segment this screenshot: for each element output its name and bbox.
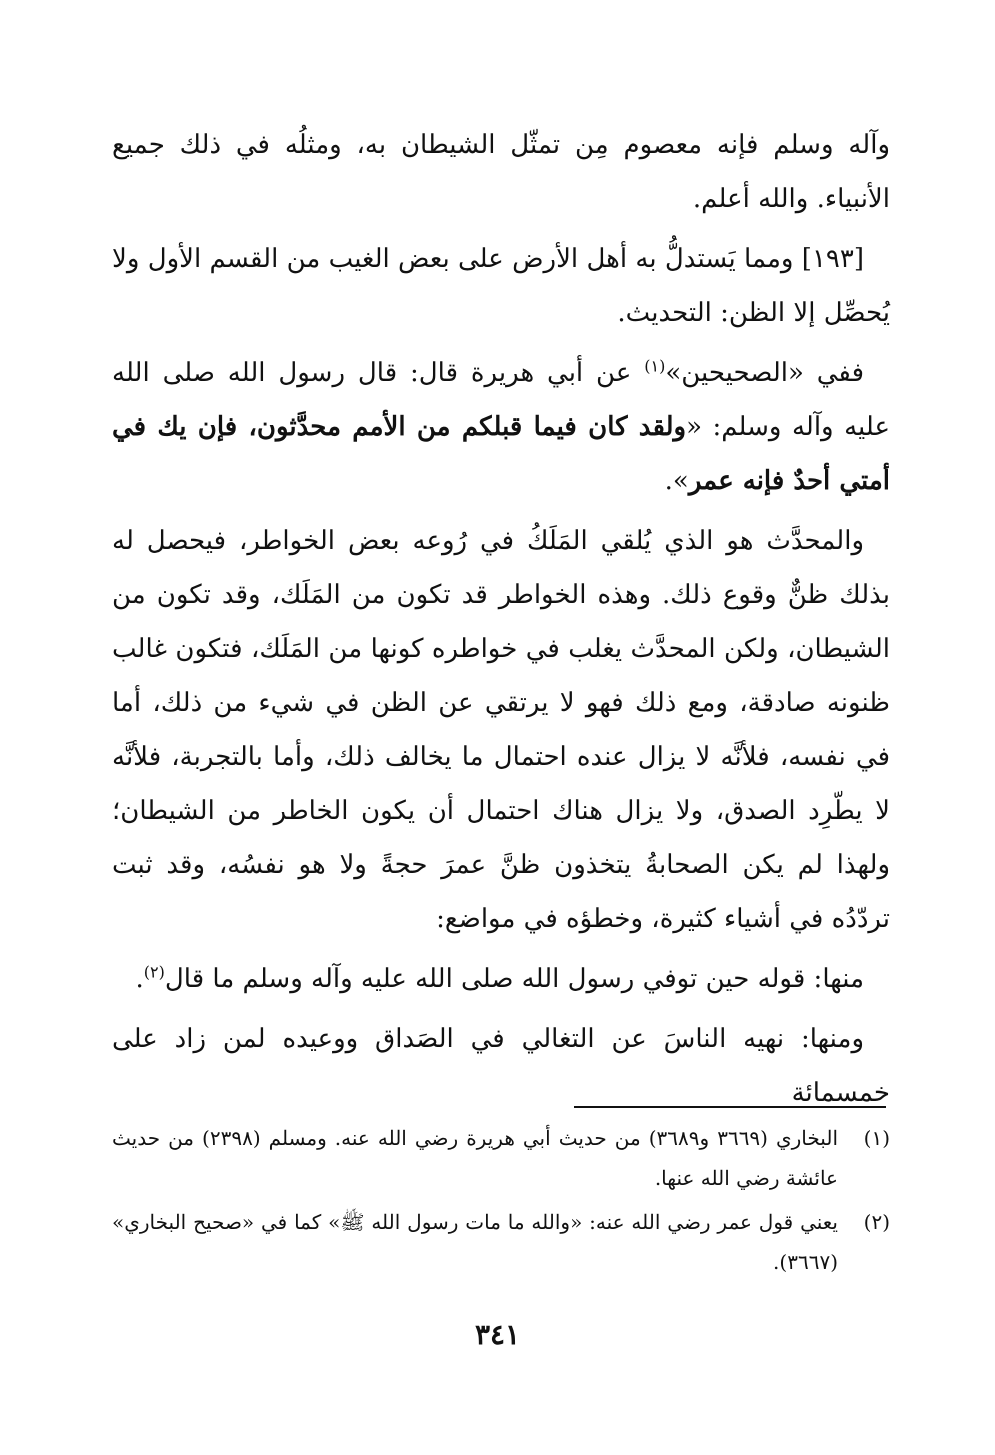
paragraph-1: وآله وسلم فإنه معصوم مِن تمثّل الشيطان به، ومثلُه في ذلك جميع الأنبياء. والله أعلم. (112, 130, 890, 214)
paragraph-5-text: منها: قوله حين توفي رسول الله صلى الله عليه وآله وسلم ما قال (164, 964, 864, 994)
paragraph-4: والمحدَّث هو الذي يُلقي المَلَكُ في رُوعه بعض الخواطر، فيحصل له بذلك ظنٌّ وقوع ذلك. وهذه الخواطر قد تكون من المَلَك، وقد تكون من الشيطان، ولكن المحدَّث يغلب في خواطره كونها من المَلَك، فتكون غالب ظنونه صادقة، ومع ذلك فهو لا يرتقي عن الظن في شيء من ذلك، أما في نفسه، فلأنَّه لا يزال عنده احتمال ما يخالف ذلك، وأما بالتجربة، فلأنَّه لا يطّرِد الصدق، ولا يزال هناك احتمال أن يكون الخاطر من الشيطان؛ ولهذا لم يكن الصحابةُ يتخذون ظنَّ عمرَ حجةً ولا هو نفسُه، وقد ثبت تردّدُه في أشياء كثيرة، وخطؤه في مواضع: (112, 526, 890, 934)
paragraph-3-pre: ففي «الصحيحين» (665, 358, 864, 388)
hadith-quote: ولقد كان فيما قبلكم من الأمم محدَّثون، فإن يك في أمتي أحدٌ فإنه عمر (112, 412, 890, 496)
footnotes (112, 1118, 890, 1286)
paragraph-5-end: . (135, 964, 144, 994)
footnote-text: يعني قول عمر رضي الله عنه: «والله ما مات رسول الله ﷺ» كما في «صحيح البخاري» (٣٦٦٧). (112, 1210, 838, 1274)
footnote-number: (١) (863, 1126, 890, 1150)
paragraph-3-post: ». (664, 466, 689, 496)
paragraph-3-mid: عن أبي هريرة قال: قال رسول الله صلى الله عليه وآله وسلم: « (112, 358, 890, 442)
paragraph-6: ومنها: نهيه الناسَ عن التغالي في الصَداق ووعيده لمن زاد على خمسمائة (112, 1024, 890, 1108)
footnote-text: البخاري (٣٦٦٩ و٣٦٨٩) من حديث أبي هريرة رضي الله عنه. ومسلم (٢٣٩٨) من حديث عائشة رضي الله عنها. (112, 1126, 838, 1190)
paragraph-2: [١٩٣] ومما يَستدلُّ به أهل الأرض على بعض الغيب من القسم الأول ولا يُحصِّل إلا الظن: التحديث. (112, 244, 890, 328)
footnote-number: (٢) (863, 1210, 890, 1234)
paragraph-5 (112, 952, 890, 1006)
page-number: ٣٤١ (474, 1318, 521, 1351)
main-text (112, 118, 890, 1126)
paragraph-3 (112, 346, 890, 508)
footnote-1 (112, 1118, 890, 1198)
footnote-ref-2: (٢) (143, 962, 165, 982)
footnote-divider (574, 1106, 886, 1108)
footnote-ref-1: (١) (644, 356, 666, 376)
footnote-2 (112, 1202, 890, 1282)
